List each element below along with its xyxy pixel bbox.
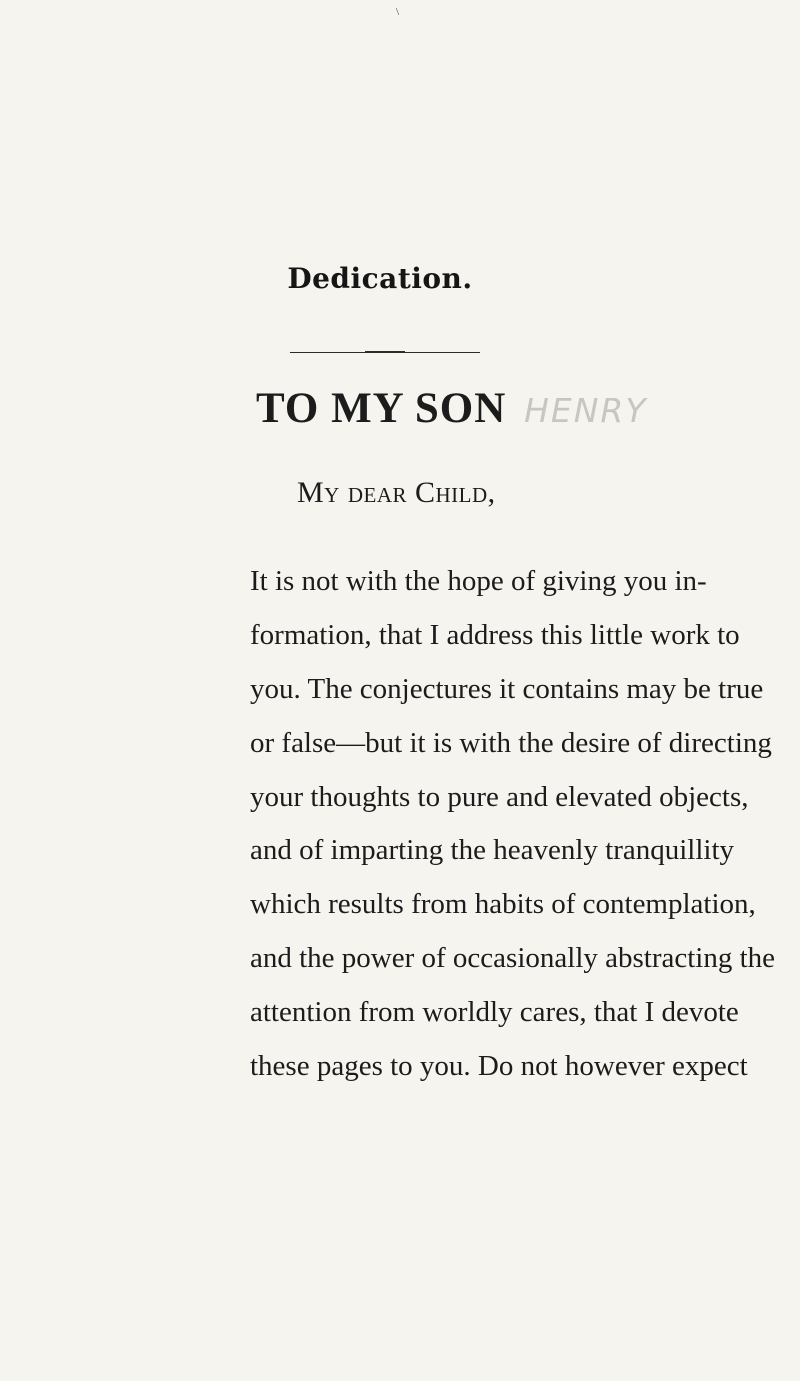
body-paragraph [250, 555, 776, 1094]
handwritten-name: HENRY [524, 391, 648, 430]
text-line: which results from habits of contemplation, [250, 888, 756, 921]
text-line: It is not with the hope of giving you in- [250, 565, 707, 597]
dedication-heading: Dedication. [287, 262, 473, 295]
text-line: or false—but it is with the desire of directing [250, 726, 772, 759]
divider-rule-center [365, 351, 405, 353]
text-line: you. The conjectures it contains may be true [250, 672, 764, 705]
salutation: My dear Child, [297, 476, 496, 509]
text-line: and of imparting the heavenly tranquillity [250, 834, 735, 867]
text-line: and the power of occasionally abstracting the [250, 942, 776, 975]
text-line: attention from worldly cares, that I devote [250, 996, 739, 1029]
text-line: formation, that I address this little work to [250, 618, 740, 651]
text-line: your thoughts to pure and elevated objects, [250, 780, 749, 813]
text-line: these pages to you. Do not however expect [250, 1050, 748, 1083]
dedicatee-line [256, 384, 648, 433]
corner-mark: \ [396, 6, 400, 18]
dedicatee-text: TO MY SON [256, 385, 507, 432]
